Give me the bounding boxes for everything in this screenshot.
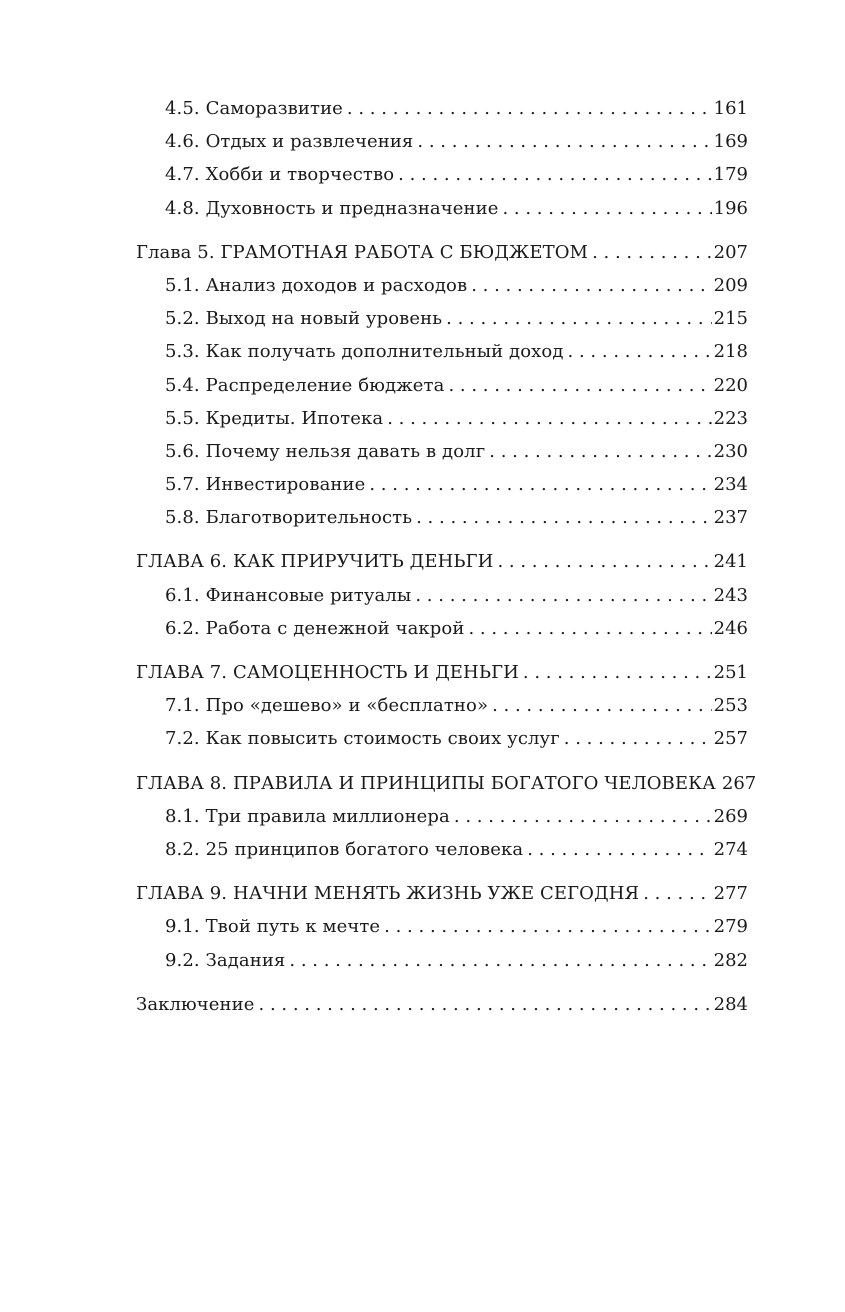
- toc-section-entry[interactable]: [136, 369, 748, 402]
- toc-entry-title: 5.5. Кредиты. Ипотека: [165, 407, 384, 429]
- toc-section-entry[interactable]: [136, 125, 748, 158]
- toc-section-entry[interactable]: [136, 92, 748, 125]
- toc-page-number: 277: [713, 883, 748, 905]
- toc-page-number: 279: [713, 916, 748, 938]
- toc-entry-title: 7.2. Как повысить стоимость своих услуг: [165, 728, 560, 750]
- toc-entry-title: ГЛАВА 6. КАК ПРИРУЧИТЬ ДЕНЬГИ: [136, 551, 494, 573]
- dot-leader: [489, 435, 711, 468]
- dot-leader: [446, 302, 712, 335]
- dot-leader: [259, 988, 712, 1021]
- toc-section-entry[interactable]: [136, 944, 748, 977]
- toc-entry-title: 5.1. Анализ доходов и расходов: [165, 274, 468, 296]
- toc-section-entry[interactable]: [136, 612, 748, 645]
- toc-entry-title: 5.8. Благотворительность: [165, 507, 413, 529]
- toc-entry-title: 6.1. Финансовые ритуалы: [165, 584, 412, 606]
- dot-leader: [416, 501, 712, 534]
- toc-entry-title: 8.1. Три правила миллионера: [165, 805, 450, 827]
- dot-leader: [468, 612, 711, 645]
- toc-section-entry[interactable]: [136, 335, 748, 368]
- toc-section-entry[interactable]: [136, 302, 748, 335]
- dot-leader: [415, 579, 711, 612]
- toc-entry-title: 9.2. Задания: [165, 949, 286, 971]
- toc-page-number: 169: [713, 131, 748, 153]
- toc-page-number: 215: [713, 308, 748, 330]
- toc-page-number: 179: [713, 164, 748, 186]
- toc-page-number: 284: [713, 993, 748, 1015]
- toc-entry-title: 4.5. Саморазвитие: [165, 98, 343, 119]
- toc-page-number: 220: [713, 374, 748, 396]
- toc-entry-title: 5.7. Инвестирование: [165, 474, 366, 496]
- toc-page-number: 251: [713, 662, 748, 683]
- toc-entry-title: 9.1. Твой путь к мечте: [165, 916, 381, 938]
- toc-page-number: 237: [713, 507, 748, 529]
- dot-leader: [454, 800, 712, 833]
- toc-entry-title: Заключение: [136, 993, 255, 1015]
- toc-section-entry[interactable]: [136, 833, 748, 866]
- toc-page-number: 246: [713, 617, 748, 639]
- toc-section-entry[interactable]: [136, 192, 748, 225]
- toc-section-entry[interactable]: [136, 435, 748, 468]
- dot-leader: [497, 545, 711, 578]
- dot-leader: [502, 192, 711, 225]
- toc-page-number: 207: [713, 241, 748, 263]
- dot-leader: [289, 944, 711, 977]
- toc-entry-title: 5.2. Выход на новый уровень: [165, 308, 443, 330]
- toc-page-number: 257: [713, 728, 748, 750]
- toc-page-number: 218: [713, 341, 748, 363]
- toc-entry-title: 7.1. Про «дешево» и «бесплатно»: [165, 695, 489, 717]
- table-of-contents: [136, 92, 757, 1021]
- toc-entry-title: Глава 5. ГРАМОТНАЯ РАБОТА С БЮДЖЕТОМ: [136, 241, 589, 263]
- toc-page-number: 274: [713, 838, 748, 860]
- dot-leader: [384, 910, 711, 943]
- toc-page-number: 243: [713, 584, 748, 606]
- dot-leader: [417, 125, 711, 158]
- dot-leader: [564, 722, 712, 755]
- toc-section-entry[interactable]: [136, 910, 748, 943]
- toc-entry-title: 4.7. Хобби и творчество: [165, 164, 395, 186]
- toc-entry-title: 5.3. Как получать дополнительный доход: [165, 341, 564, 363]
- toc-entry-title: ГЛАВА 9. НАЧНИ МЕНЯТЬ ЖИЗНЬ УЖЕ СЕГОДНЯ: [136, 883, 640, 905]
- toc-entry-title: 4.8. Духовность и предназначение: [165, 197, 499, 219]
- dot-leader: [492, 689, 712, 722]
- toc-chapter-entry[interactable]: [136, 877, 748, 910]
- toc-entry-title: 5.6. Почему нельзя давать в долг: [165, 440, 486, 462]
- dot-leader: [643, 877, 711, 910]
- toc-chapter-entry[interactable]: [136, 988, 748, 1021]
- toc-section-entry[interactable]: [136, 800, 748, 833]
- toc-page-number: 267: [721, 772, 757, 794]
- toc-entry-title: 5.4. Распределение бюджета: [165, 374, 445, 396]
- toc-section-entry[interactable]: [136, 579, 748, 612]
- toc-section-entry[interactable]: [136, 269, 748, 302]
- toc-section-entry[interactable]: [136, 722, 748, 755]
- dot-leader: [471, 269, 711, 302]
- toc-entry-title: 6.2. Работа с денежной чакрой: [165, 617, 465, 639]
- dot-leader: [527, 833, 711, 866]
- dot-leader: [387, 402, 711, 435]
- toc-entry-title: ГЛАВА 7. САМОЦЕННОСТЬ И ДЕНЬГИ: [136, 662, 519, 683]
- dot-leader: [592, 236, 712, 269]
- toc-page-number: 196: [713, 197, 748, 219]
- toc-page-number: 161: [713, 98, 748, 119]
- toc-entry-title: ГЛАВА 8. ПРАВИЛА И ПРИНЦИПЫ БОГАТОГО ЧЕЛОВЕКА: [136, 772, 716, 794]
- toc-page-number: 230: [713, 440, 748, 462]
- dot-leader: [568, 335, 712, 368]
- toc-page-number: 234: [713, 474, 748, 496]
- toc-section-entry[interactable]: [136, 689, 748, 722]
- toc-chapter-entry[interactable]: [136, 236, 748, 269]
- dot-leader: [398, 158, 711, 191]
- toc-page-number: 253: [713, 695, 748, 717]
- dot-leader: [347, 92, 712, 125]
- toc-chapter-entry[interactable]: [136, 545, 748, 578]
- toc-entry-title: 8.2. 25 принципов богатого человека: [165, 838, 524, 860]
- toc-page-number: 223: [713, 407, 748, 429]
- toc-section-entry[interactable]: [136, 402, 748, 435]
- toc-page-number: 241: [713, 551, 748, 573]
- toc-chapter-entry[interactable]: [136, 656, 748, 689]
- dot-leader: [523, 656, 712, 689]
- toc-section-entry[interactable]: [136, 158, 748, 191]
- toc-chapter-entry[interactable]: [136, 767, 757, 800]
- toc-page-number: 269: [713, 805, 748, 827]
- toc-page-number: 282: [713, 949, 748, 971]
- toc-section-entry[interactable]: [136, 468, 748, 501]
- toc-section-entry[interactable]: [136, 501, 748, 534]
- dot-leader: [448, 369, 711, 402]
- dot-leader: [369, 468, 711, 501]
- toc-page-number: 209: [713, 274, 748, 296]
- toc-entry-title: 4.6. Отдых и развлечения: [165, 131, 414, 153]
